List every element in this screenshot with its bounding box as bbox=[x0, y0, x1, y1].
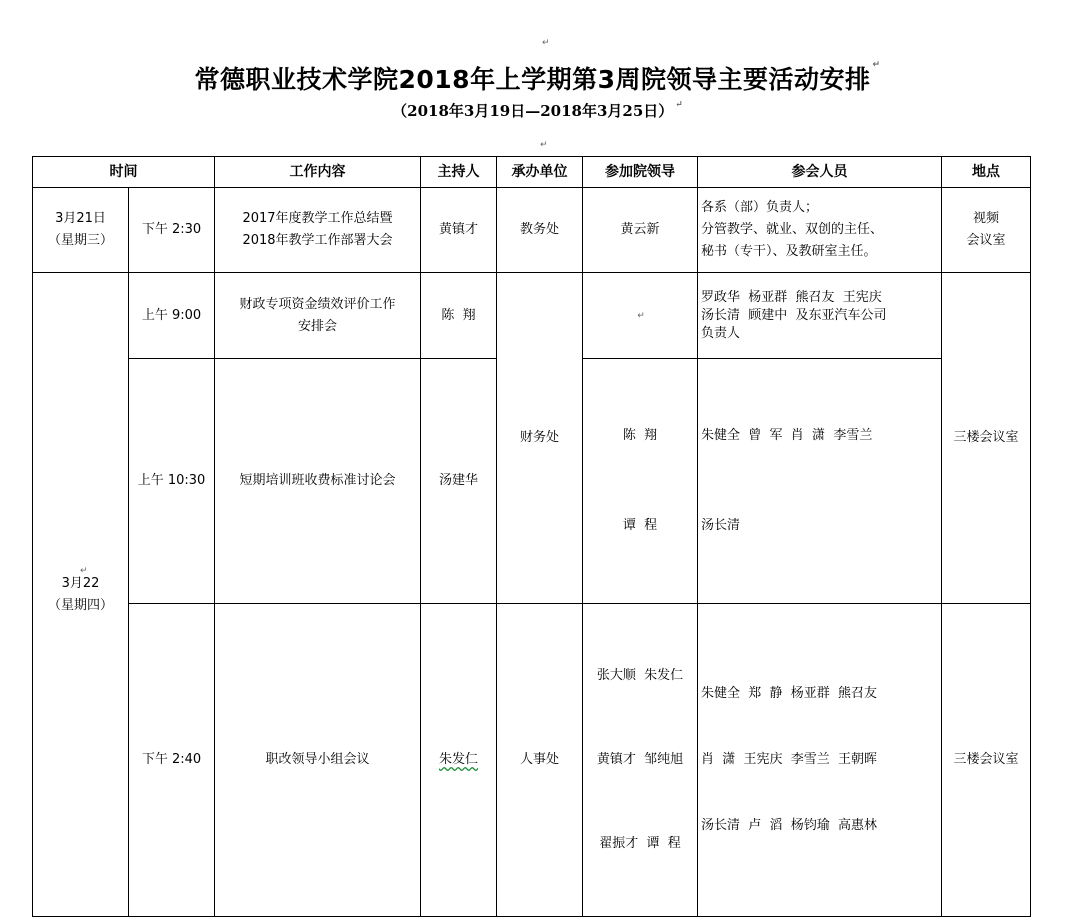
paragraph-mark: ↵ bbox=[80, 566, 88, 576]
page-title: 常德职业技术学院2018年上学期第3周院领导主要活动安排 ↵ bbox=[194, 60, 881, 94]
header-unit: 承办单位 bbox=[497, 157, 583, 188]
header-participants: 参会人员 bbox=[698, 157, 942, 188]
participants-cell: 罗政华 杨亚群 熊召友 王宪庆 汤长清 顾建中 及东亚汽车公司 负责人 bbox=[698, 273, 942, 359]
date-cell: 3月22 （星期四） bbox=[33, 273, 129, 917]
date-range-subtitle: （2018年3月19日—2018年3月25日） ↵ bbox=[392, 100, 683, 120]
time-cell: 下午 2:40 bbox=[129, 604, 215, 917]
header-location: 地点 bbox=[942, 157, 1031, 188]
paragraph-mark: ↵ bbox=[542, 38, 550, 48]
table-row bbox=[33, 188, 1031, 273]
host-cell: 陈 翔 bbox=[421, 273, 497, 359]
schedule-table bbox=[32, 156, 1031, 917]
participants-cell: 朱健全 郑 静 杨亚群 熊召友 肖 潇 王宪庆 李雪兰 王朝晖 汤长清 卢 滔 杨钧瑜 高惠林 bbox=[698, 604, 942, 917]
location-cell: 三楼会议室 bbox=[942, 604, 1031, 917]
unit-cell: 财务处 bbox=[497, 273, 583, 604]
unit-cell: 人事处 bbox=[497, 604, 583, 917]
location-cell: 三楼会议室 bbox=[942, 273, 1031, 604]
time-cell: 下午 2:30 bbox=[129, 188, 215, 273]
time-cell: 上午 10:30 bbox=[129, 359, 215, 604]
content-cell: 财政专项资金绩效评价工作 安排会 bbox=[215, 273, 421, 359]
time-cell: 上午 9:00 bbox=[129, 273, 215, 359]
header-time: 时间 bbox=[33, 157, 215, 188]
table-header-row bbox=[33, 157, 1031, 188]
date-cell: 3月21日 （星期三） bbox=[33, 188, 129, 273]
content-cell: 2017年度教学工作总结暨 2018年教学工作部署大会 bbox=[215, 188, 421, 273]
location-cell: 视频 会议室 bbox=[942, 188, 1031, 273]
host-cell: 朱发仁 bbox=[421, 604, 497, 917]
content-cell: 短期培训班收费标准讨论会 bbox=[215, 359, 421, 604]
table-row bbox=[33, 604, 1031, 917]
content-cell: 职改领导小组会议 bbox=[215, 604, 421, 917]
leaders-cell bbox=[583, 273, 698, 359]
leaders-cell: 陈 翔 谭 程 bbox=[583, 359, 698, 604]
participants-cell: 各系（部）负责人； 分管教学、就业、双创的主任、 秘书（专干）、及教研室主任。 bbox=[698, 188, 942, 273]
header-content: 工作内容 bbox=[215, 157, 421, 188]
table-row bbox=[33, 273, 1031, 359]
leaders-cell: 张大顺 朱发仁 黄镇才 邹纯旭 翟振才 谭 程 bbox=[583, 604, 698, 917]
paragraph-mark: ↵ bbox=[872, 60, 881, 70]
paragraph-mark: ↵ bbox=[540, 140, 548, 150]
host-cell: 汤建华 bbox=[421, 359, 497, 604]
header-host: 主持人 bbox=[421, 157, 497, 188]
host-cell: 黄镇才 bbox=[421, 188, 497, 273]
paragraph-mark: ↵ bbox=[637, 310, 645, 321]
paragraph-mark: ↵ bbox=[675, 100, 683, 110]
leaders-cell: 黄云新 bbox=[583, 188, 698, 273]
unit-cell: 教务处 bbox=[497, 188, 583, 273]
header-leaders: 参加院领导 bbox=[583, 157, 698, 188]
participants-cell: 朱健全 曾 军 肖 潇 李雪兰 汤长清 bbox=[698, 359, 942, 604]
